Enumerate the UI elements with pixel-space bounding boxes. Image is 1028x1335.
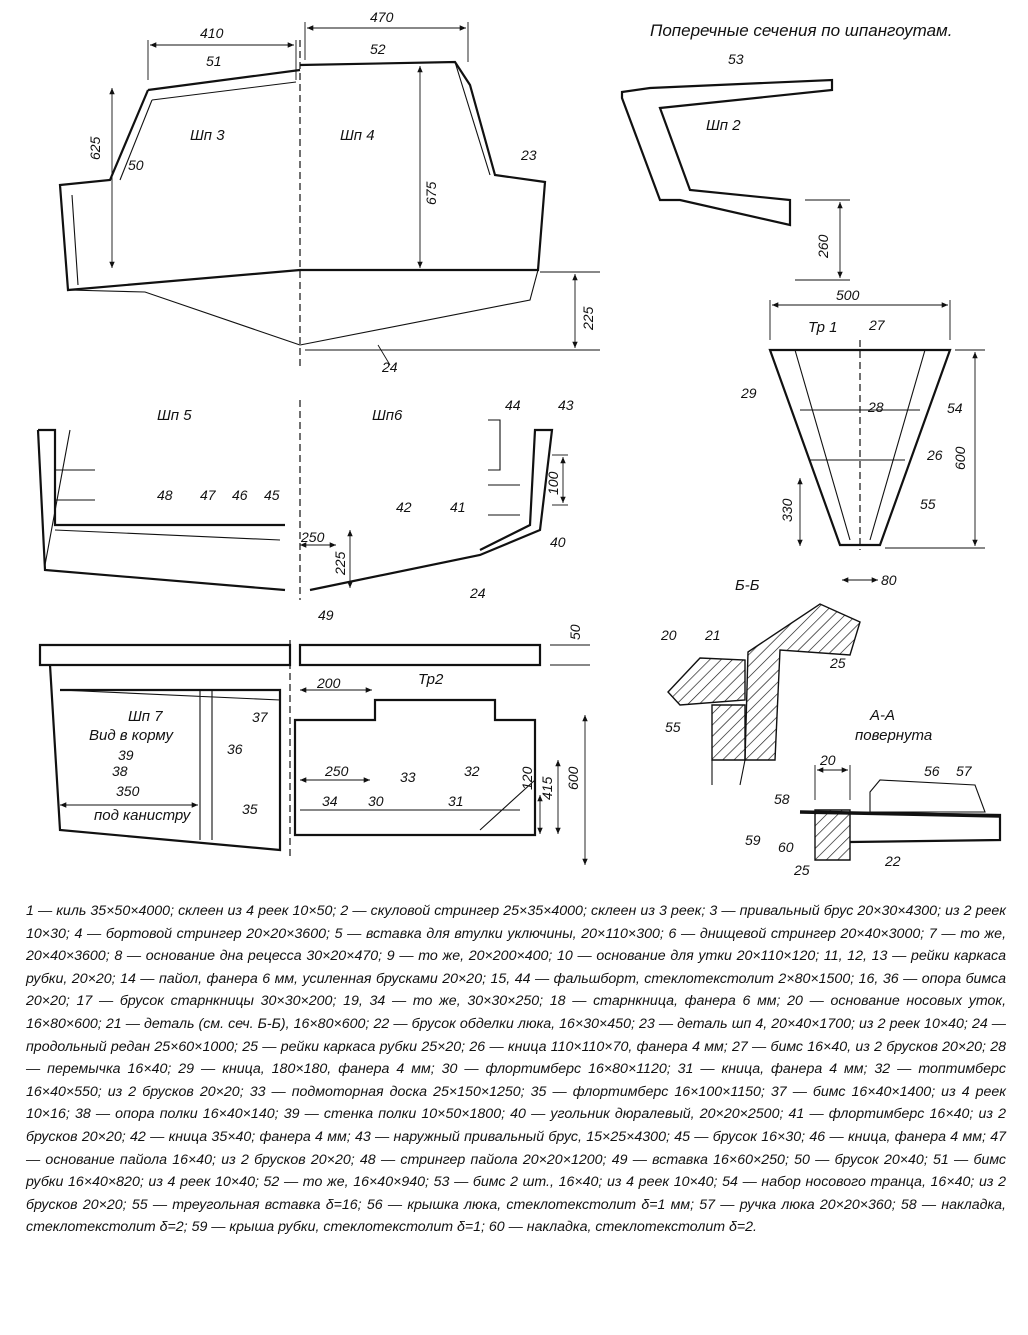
dim-600-tr2: 600 bbox=[565, 766, 581, 790]
legend-item-number: 30 bbox=[441, 1061, 458, 1078]
callout-27: 27 bbox=[869, 317, 885, 333]
callout-25b: 25 bbox=[794, 862, 810, 878]
callout-48: 48 bbox=[157, 487, 173, 503]
legend-item-number: 59 bbox=[191, 1219, 208, 1236]
legend-item-text: — рейки каркаса рубки 25×20; bbox=[258, 1038, 470, 1055]
legend-item bbox=[367, 1197, 699, 1213]
callout-52: 52 bbox=[370, 41, 386, 57]
callout-49: 49 bbox=[318, 607, 334, 623]
callout-21: 21 bbox=[705, 627, 721, 643]
legend-item bbox=[678, 1061, 875, 1077]
legend-item-number: 26 bbox=[469, 1038, 486, 1055]
legend-item bbox=[639, 1016, 972, 1032]
dim-250-sp5: 250 bbox=[301, 529, 325, 545]
legend-item bbox=[531, 1084, 771, 1100]
dim-500: 500 bbox=[836, 287, 860, 303]
legend-item bbox=[74, 926, 334, 942]
legend-item bbox=[284, 1106, 510, 1122]
legend-item-text: — топтимберс 16×40×550; из 2 брусков 20×20; bbox=[26, 1061, 1006, 1100]
legend-item-number: 56 bbox=[366, 1196, 383, 1213]
callout-30: 30 bbox=[368, 793, 384, 809]
dim-20: 20 bbox=[820, 752, 836, 768]
legend-item-text: — опора бимса 20×20; bbox=[26, 970, 1006, 1010]
legend-item-number: 24 bbox=[971, 1015, 988, 1032]
legend-item-number: 22 bbox=[373, 1015, 390, 1032]
legend-item bbox=[732, 1039, 990, 1055]
label-aft-view: Вид в корму bbox=[89, 727, 174, 744]
legend-item-text: — основание носовых уток, 16×80×600; bbox=[26, 993, 1007, 1032]
legend-item-text: — то же, 20×40×3600; bbox=[26, 925, 1007, 965]
callout-20: 20 bbox=[661, 627, 677, 643]
legend-item-text: — брусок старнкницы 30×30×200; bbox=[92, 993, 344, 1010]
legend-item-text: — днищевой стрингер 20×40×3000; bbox=[676, 925, 929, 942]
legend-item-number: 15, 44 bbox=[490, 970, 531, 987]
legend-item-number: 50 bbox=[794, 1151, 810, 1168]
legend-item-number: 32 bbox=[874, 1061, 891, 1078]
dim-50: 50 bbox=[567, 624, 583, 640]
dim-250-tr2: 250 bbox=[325, 763, 349, 779]
legend-item-number: 27 bbox=[731, 1038, 748, 1055]
callout-36: 36 bbox=[227, 741, 243, 757]
legend-item-number: 28 bbox=[990, 1038, 1006, 1055]
dim-225: 225 bbox=[580, 306, 596, 330]
callout-54: 54 bbox=[947, 400, 963, 416]
callout-33: 33 bbox=[400, 769, 416, 785]
legend-item bbox=[192, 1219, 489, 1235]
legend-item bbox=[132, 1197, 367, 1213]
legend-item-text: — кница, 180×180, фанера 4 мм; bbox=[194, 1061, 442, 1078]
legend-item-number: 60 bbox=[488, 1219, 505, 1236]
dim-350: 350 bbox=[116, 783, 140, 799]
dim-410: 410 bbox=[200, 25, 224, 41]
parts-legend bbox=[26, 900, 1006, 1239]
legend-item-number: 46 bbox=[809, 1128, 826, 1145]
callout-58: 58 bbox=[774, 791, 790, 807]
legend-item bbox=[355, 1129, 674, 1145]
legend-item-number: 51 bbox=[933, 1151, 949, 1168]
legend-item bbox=[373, 1016, 639, 1032]
callout-45: 45 bbox=[264, 487, 280, 503]
legend-item-number: 6 bbox=[668, 925, 677, 942]
legend-item-number: 57 bbox=[699, 1196, 716, 1213]
legend-item-text: — рейки каркаса рубки, 20×20; bbox=[26, 948, 1006, 987]
label-bb: Б-Б bbox=[735, 577, 760, 594]
legend-item bbox=[699, 1197, 901, 1213]
section-sp3-sp4 bbox=[60, 9, 600, 375]
callout-24b: 24 bbox=[470, 585, 486, 601]
legend-item bbox=[550, 993, 787, 1009]
dim-200: 200 bbox=[317, 675, 341, 691]
legend-item-number: 23 bbox=[639, 1015, 655, 1032]
callout-23: 23 bbox=[521, 147, 537, 163]
callout-22: 22 bbox=[885, 853, 901, 869]
legend-item-text: — брусок 16×30; bbox=[689, 1128, 810, 1145]
legend-item bbox=[106, 1016, 374, 1032]
label-sp4: Шп 4 bbox=[340, 127, 375, 144]
legend-item-number: 11, 12, 13 bbox=[823, 948, 888, 965]
legend-item-number: 5 bbox=[334, 925, 343, 942]
legend-item-text: — стенка полки 10×50×1800; bbox=[299, 1106, 511, 1123]
legend-item-text: — продольный редан 25×60×1000; bbox=[26, 1015, 1006, 1055]
legend-item-number: 33 bbox=[249, 1083, 266, 1100]
legend-item-number: 41 bbox=[788, 1106, 805, 1123]
dim-260: 260 bbox=[815, 234, 831, 258]
legend-item bbox=[76, 993, 343, 1009]
legend-item-number: 48 bbox=[359, 1151, 376, 1168]
callout-59: 59 bbox=[745, 832, 761, 848]
legend-item-number: 55 bbox=[131, 1196, 148, 1213]
legend-item-number: 35 bbox=[530, 1083, 547, 1100]
legend-item-number: 43 bbox=[354, 1128, 371, 1145]
legend-item bbox=[442, 1061, 678, 1077]
label-sp7: Шп 7 bbox=[128, 708, 163, 725]
legend-item-number: 14 bbox=[120, 970, 136, 987]
legend-item bbox=[469, 1039, 732, 1055]
callout-53: 53 bbox=[728, 51, 744, 67]
legend-item-number: 42 bbox=[129, 1128, 146, 1145]
legend-item bbox=[387, 948, 557, 964]
legend-item-text: — фальшборт, стеклотекстолит 2×80×1500; bbox=[530, 970, 859, 987]
legend-item-number: 53 bbox=[433, 1174, 450, 1191]
legend-item-number: 17 bbox=[76, 993, 93, 1010]
callout-38: 38 bbox=[112, 763, 128, 779]
callout-51: 51 bbox=[206, 53, 222, 69]
callout-55: 55 bbox=[920, 496, 936, 512]
legend-item-number: 1 bbox=[26, 903, 34, 919]
legend-item-text: — кница 35×40; фанера 4 мм; bbox=[145, 1128, 355, 1145]
callout-40: 40 bbox=[550, 534, 566, 550]
callout-44: 44 bbox=[505, 397, 521, 413]
legend-item-text: — треугольная вставка δ=16; bbox=[147, 1196, 367, 1213]
label-sp6: Шп6 bbox=[372, 407, 403, 424]
legend-item-text: — кница, фанера 4 мм; bbox=[825, 1128, 991, 1145]
legend-item bbox=[612, 1152, 794, 1168]
callout-25: 25 bbox=[830, 655, 846, 671]
legend-item-number: 16, 36 bbox=[858, 970, 899, 987]
legend-item-number: 40 bbox=[510, 1106, 526, 1123]
legend-item bbox=[510, 1106, 788, 1122]
legend-item-text: — основание пайола 16×40; из 2 брусков 20×20; bbox=[26, 1151, 360, 1168]
dim-600-tr1: 600 bbox=[952, 446, 968, 470]
legend-item-text: — накладка, стеклотекстолит δ=2; bbox=[26, 1196, 1006, 1236]
dim-100: 100 bbox=[545, 471, 561, 495]
legend-item-text: — старнкница, фанера 6 мм; bbox=[565, 993, 788, 1010]
legend-item-number: 8 bbox=[114, 948, 123, 965]
legend-item-number: 38 bbox=[74, 1106, 91, 1123]
legend-item-number: 31 bbox=[677, 1061, 694, 1078]
legend-item-text: — накладка, стеклотекстолит δ=2. bbox=[504, 1219, 758, 1236]
legend-item-text: — наружный привальный брус, 15×25×4300; bbox=[370, 1128, 675, 1145]
legend-item-text: — кница 110×110×70, фанера 4 мм; bbox=[485, 1038, 732, 1055]
legend-item-text: — основание для утки 20×110×120; bbox=[572, 948, 824, 965]
dim-330: 330 bbox=[779, 498, 795, 522]
section-sp2 bbox=[622, 51, 850, 280]
legend-item-number: 54 bbox=[722, 1174, 738, 1191]
callout-35: 35 bbox=[242, 801, 258, 817]
callout-60: 60 bbox=[778, 839, 794, 855]
callout-50: 50 bbox=[128, 157, 144, 173]
label-aa-rotated: повернута bbox=[855, 727, 933, 744]
legend-item-text: — брусок 20×40; bbox=[809, 1151, 934, 1168]
label-sp2: Шп 2 bbox=[706, 117, 741, 134]
callout-24: 24 bbox=[382, 359, 398, 375]
callout-42: 42 bbox=[396, 499, 412, 515]
legend-item bbox=[669, 926, 929, 942]
legend-item-text: — то же, 16×40×940; bbox=[279, 1174, 434, 1191]
legend-item-number: 19, 34 bbox=[343, 993, 386, 1010]
legend-item-text: — опора полки 16×40×140; bbox=[90, 1106, 284, 1123]
legend-item-text: — бимс рубки 16×40×820; из 4 реек 10×40; bbox=[26, 1151, 1006, 1191]
legend-paragraph bbox=[26, 900, 1006, 1239]
legend-item bbox=[340, 903, 709, 919]
legend-item-number: 9 bbox=[386, 948, 395, 965]
drawing-title: Поперечные сечения по шпангоутам. bbox=[650, 21, 953, 40]
legend-item bbox=[120, 971, 490, 987]
legend-item-text: — перемычка 16×40; bbox=[26, 1061, 179, 1078]
legend-item-text: — флортимберс 16×100×1150; bbox=[546, 1083, 771, 1100]
legend-item-text: — киль 35×50×4000; склеен из 4 реек 10×50; bbox=[33, 903, 341, 919]
legend-item bbox=[75, 1106, 284, 1122]
legend-item-text: — вставка 16×60×250; bbox=[627, 1151, 795, 1168]
callout-31: 31 bbox=[448, 793, 464, 809]
legend-item bbox=[557, 948, 824, 964]
legend-item-number: 29 bbox=[178, 1061, 195, 1078]
legend-item-text: — набор носового транца, 16×40; из 2 брусков 20×20; bbox=[26, 1174, 1006, 1213]
section-sp7-tr2 bbox=[40, 624, 590, 865]
legend-item-text: — ручка люка 20×20×360; bbox=[715, 1196, 901, 1213]
callout-41: 41 bbox=[450, 499, 466, 515]
legend-item-number: 47 bbox=[990, 1128, 1006, 1145]
legend-item-number: 3 bbox=[709, 903, 718, 919]
legend-item-text: — пайол, фанера 6 мм, усиленная брусками 20×20; bbox=[135, 970, 491, 987]
legend-item-text: — основание дна рецесса 30×20×470; bbox=[122, 948, 387, 965]
dim-225-sp6: 225 bbox=[332, 551, 348, 575]
label-canister: под канистру bbox=[94, 807, 191, 824]
legend-item bbox=[264, 1174, 434, 1190]
legend-item-number: 10 bbox=[557, 948, 573, 965]
legend-item-text: — бортовой стрингер 20×20×3600; bbox=[82, 925, 335, 942]
dim-625: 625 bbox=[87, 136, 103, 160]
legend-item-text: — деталь шп 4, 20×40×1700; из 2 реек 10×40; bbox=[654, 1015, 972, 1032]
legend-item-text: — подмоторная доска 25×150×1250; bbox=[265, 1083, 531, 1100]
label-sp5: Шп 5 bbox=[157, 407, 192, 424]
legend-item-text: — крышка люка, стеклотекстолит δ=1 мм; bbox=[382, 1196, 700, 1213]
callout-57: 57 bbox=[956, 763, 972, 779]
legend-item bbox=[794, 1152, 933, 1168]
callout-56: 56 bbox=[924, 763, 940, 779]
legend-item-text: — бимс 16×40, из 2 брусков 20×20; bbox=[747, 1038, 991, 1055]
legend-item bbox=[360, 1152, 612, 1168]
legend-item bbox=[434, 1174, 723, 1190]
legend-item bbox=[343, 993, 550, 1009]
legend-item-text: — крыша рубки, стеклотекстолит δ=1; bbox=[207, 1219, 489, 1236]
callout-43: 43 bbox=[558, 397, 574, 413]
legend-item-number: 20 bbox=[787, 993, 803, 1010]
legend-item-text: — бимс 16×40×1400; из 4 реек 10×16; bbox=[26, 1083, 1006, 1123]
legend-item-number: 21 bbox=[105, 1015, 122, 1032]
legend-item-number: 37 bbox=[770, 1083, 787, 1100]
legend-item-text: — то же, 30×30×250; bbox=[385, 993, 550, 1010]
legend-item-number: 18 bbox=[549, 993, 566, 1010]
legend-item-number: 58 bbox=[900, 1196, 917, 1213]
callout-28: 28 bbox=[868, 399, 884, 415]
callout-32: 32 bbox=[464, 763, 480, 779]
callout-39: 39 bbox=[118, 747, 134, 763]
legend-item-number: 4 bbox=[74, 925, 83, 942]
legend-item bbox=[130, 1129, 355, 1145]
legend-item bbox=[809, 1129, 990, 1145]
legend-item-number: 52 bbox=[263, 1174, 280, 1191]
legend-item bbox=[491, 971, 859, 987]
legend-item-number: 25 bbox=[242, 1038, 259, 1055]
legend-item-text: — привальный брус 20×30×4300; из 2 реек 10×30; bbox=[26, 903, 1006, 942]
legend-item-text: — то же, 20×200×400; bbox=[394, 948, 558, 965]
callout-46: 46 bbox=[232, 487, 248, 503]
legend-item bbox=[178, 1061, 441, 1077]
legend-item-number: 45 bbox=[674, 1128, 690, 1145]
section-sp5-sp6 bbox=[38, 397, 574, 623]
section-aa bbox=[745, 707, 1000, 878]
legend-item bbox=[242, 1039, 469, 1055]
dim-415: 415 bbox=[539, 776, 555, 800]
legend-item bbox=[114, 948, 386, 964]
legend-item-text: — угольник дюралевый, 20×20×2500; bbox=[525, 1106, 789, 1123]
legend-item bbox=[26, 903, 340, 919]
legend-item-text: — флортимберс 16×80×1120; bbox=[457, 1061, 678, 1078]
callout-29: 29 bbox=[741, 385, 757, 401]
legend-item-text: — стрингер пайола 20×20×1200; bbox=[375, 1151, 612, 1168]
legend-item-number: 39 bbox=[283, 1106, 300, 1123]
label-tr2: Тр2 bbox=[418, 671, 444, 688]
legend-item bbox=[489, 1219, 757, 1235]
legend-item bbox=[674, 1129, 809, 1145]
legend-item bbox=[250, 1084, 531, 1100]
label-tr1: Тр 1 bbox=[808, 319, 838, 336]
legend-item-number: 49 bbox=[611, 1151, 628, 1168]
legend-item-text: — флортимберс 16×40; из 2 брусков 20×20; bbox=[26, 1106, 1006, 1145]
callout-26: 26 bbox=[927, 447, 943, 463]
legend-item-number: 2 bbox=[340, 903, 349, 919]
legend-item-text: — вставка для втулки уключины, 20×110×300; bbox=[342, 925, 669, 942]
legend-item-number: 7 bbox=[928, 925, 937, 942]
legend-item-text: — бимс 2 шт., 16×40; из 4 реек 10×40; bbox=[449, 1174, 723, 1191]
label-sp3: Шп 3 bbox=[190, 127, 225, 144]
dim-120: 120 bbox=[519, 766, 535, 790]
legend-item-text: — кница, фанера 4 мм; bbox=[693, 1061, 875, 1078]
legend-item bbox=[335, 926, 669, 942]
dim-675: 675 bbox=[423, 181, 439, 205]
dim-80: 80 bbox=[881, 572, 897, 588]
callout-34: 34 bbox=[322, 793, 338, 809]
legend-item-text: — брусок обделки люка, 16×30×450; bbox=[389, 1015, 640, 1032]
legend-item-text: — деталь (см. сеч. Б-Б), 16×80×600; bbox=[121, 1015, 374, 1032]
dim-470: 470 bbox=[370, 9, 394, 25]
label-aa: А-А bbox=[870, 707, 896, 724]
callout-37: 37 bbox=[252, 709, 268, 725]
callout-55b: 55 bbox=[665, 719, 681, 735]
callout-47: 47 bbox=[200, 487, 216, 503]
section-tr1 bbox=[740, 287, 985, 588]
legend-item-text: — скуловой стрингер 25×35×4000; склеен из 3 реек; bbox=[348, 903, 710, 919]
